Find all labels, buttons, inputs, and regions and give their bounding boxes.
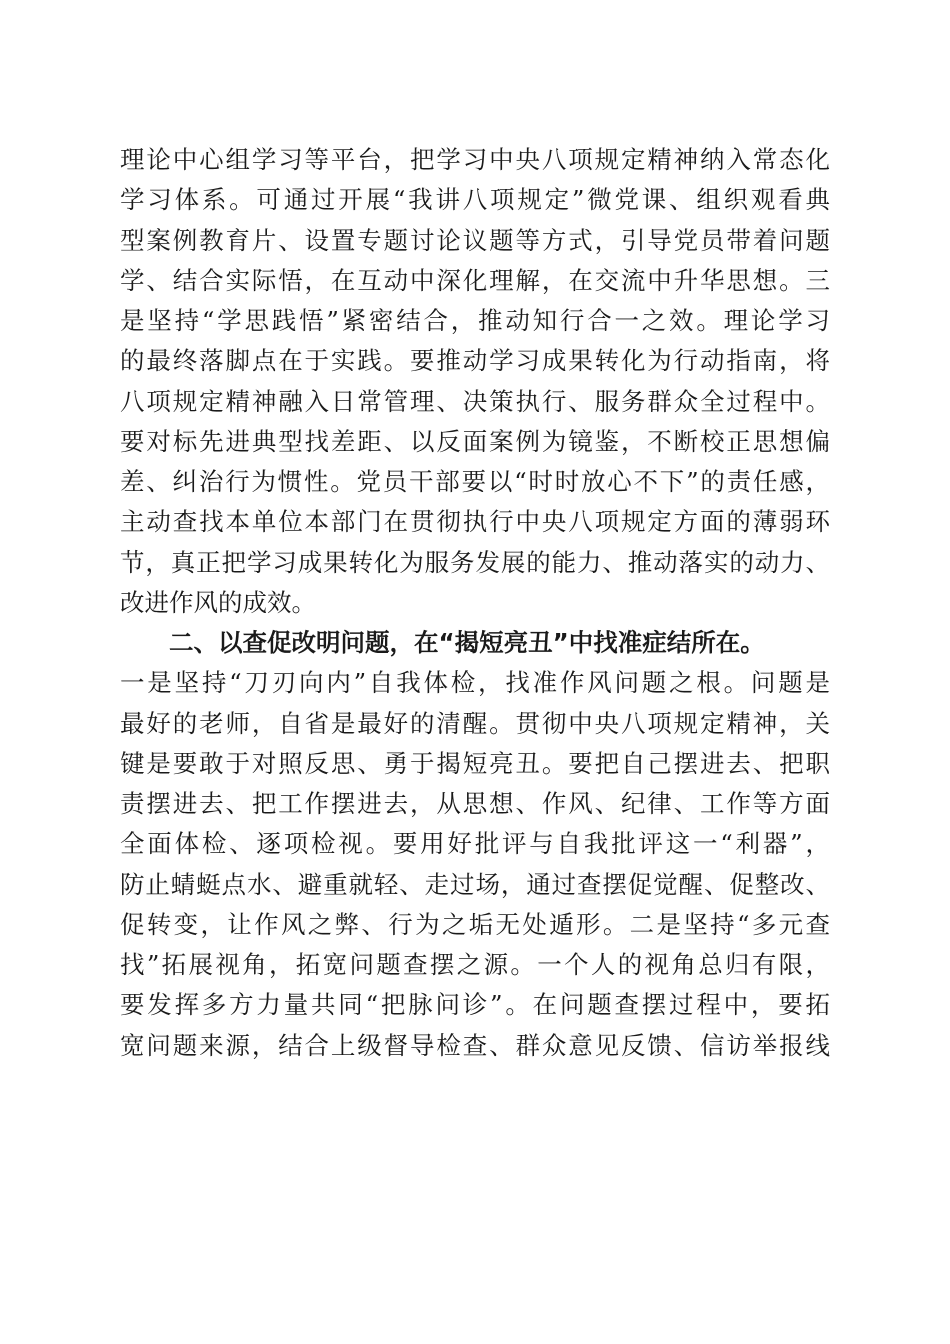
text-line: 理论中心组学习等平台，把学习中央八项规定精神纳入常态化 [120,145,830,174]
text-line: 主动查找本单位本部门在贯彻执行中央八项规定方面的薄弱环 [120,507,830,537]
text-line: 宽问题来源，结合上级督导检查、群众意见反馈、信访举报线 [120,1030,830,1060]
text-line: 型案例教育片、设置专题讨论议题等方式，引导党员带着问题 [120,225,830,255]
text-line: 的最终落脚点在于实践。要推动学习成果转化为行动指南，将 [120,346,830,376]
section-heading: 二、以查促改明问题，在“揭短亮丑”中找准症结所在。 [169,628,765,657]
text-line: 促转变，让作风之弊、行为之垢无处遁形。二是坚持“多元查 [120,909,830,939]
text-line: 要发挥多方力量共同“把脉问诊”。在问题查摆过程中，要拓 [120,990,830,1020]
text-line: 最好的老师，自省是最好的清醒。贯彻中央八项规定精神，关 [120,708,830,738]
text-line: 学习体系。可通过开展“我讲八项规定”微党课、组织观看典 [120,185,830,215]
text-line: 要对标先进典型找差距、以反面案例为镜鉴，不断校正思想偏 [120,426,830,456]
text-line: 八项规定精神融入日常管理、决策执行、服务群众全过程中。 [120,386,830,416]
text-line: 找”拓展视角，拓宽问题查摆之源。一个人的视角总归有限， [120,950,830,979]
text-line: 键是要敢于对照反思、勇于揭短亮丑。要把自己摆进去、把职 [120,748,830,778]
text-line: 是坚持“学思践悟”紧密结合，推动知行合一之效。理论学习 [120,306,830,335]
paragraph-last-line: 改进作风的成效。 [120,587,316,617]
text-line: 责摆进去、把工作摆进去，从思想、作风、纪律、工作等方面 [120,789,830,818]
text-line: 全面体检、逐项检视。要用好批评与自我批评这一“利器”， [120,829,830,859]
text-line: 一是坚持“刀刃向内”自我体检，找准作风问题之根。问题是 [120,668,830,698]
text-line: 差、纠治行为惯性。党员干部要以“时时放心不下”的责任感， [120,467,830,496]
document-body [120,140,830,1066]
text-line: 学、结合实际悟，在互动中深化理解，在交流中升华思想。三 [120,265,830,295]
text-line: 节，真正把学习成果转化为服务发展的能力、推动落实的动力、 [120,547,830,577]
text-line: 防止蜻蜓点水、避重就轻、走过场，通过查摆促觉醒、促整改、 [120,869,830,899]
